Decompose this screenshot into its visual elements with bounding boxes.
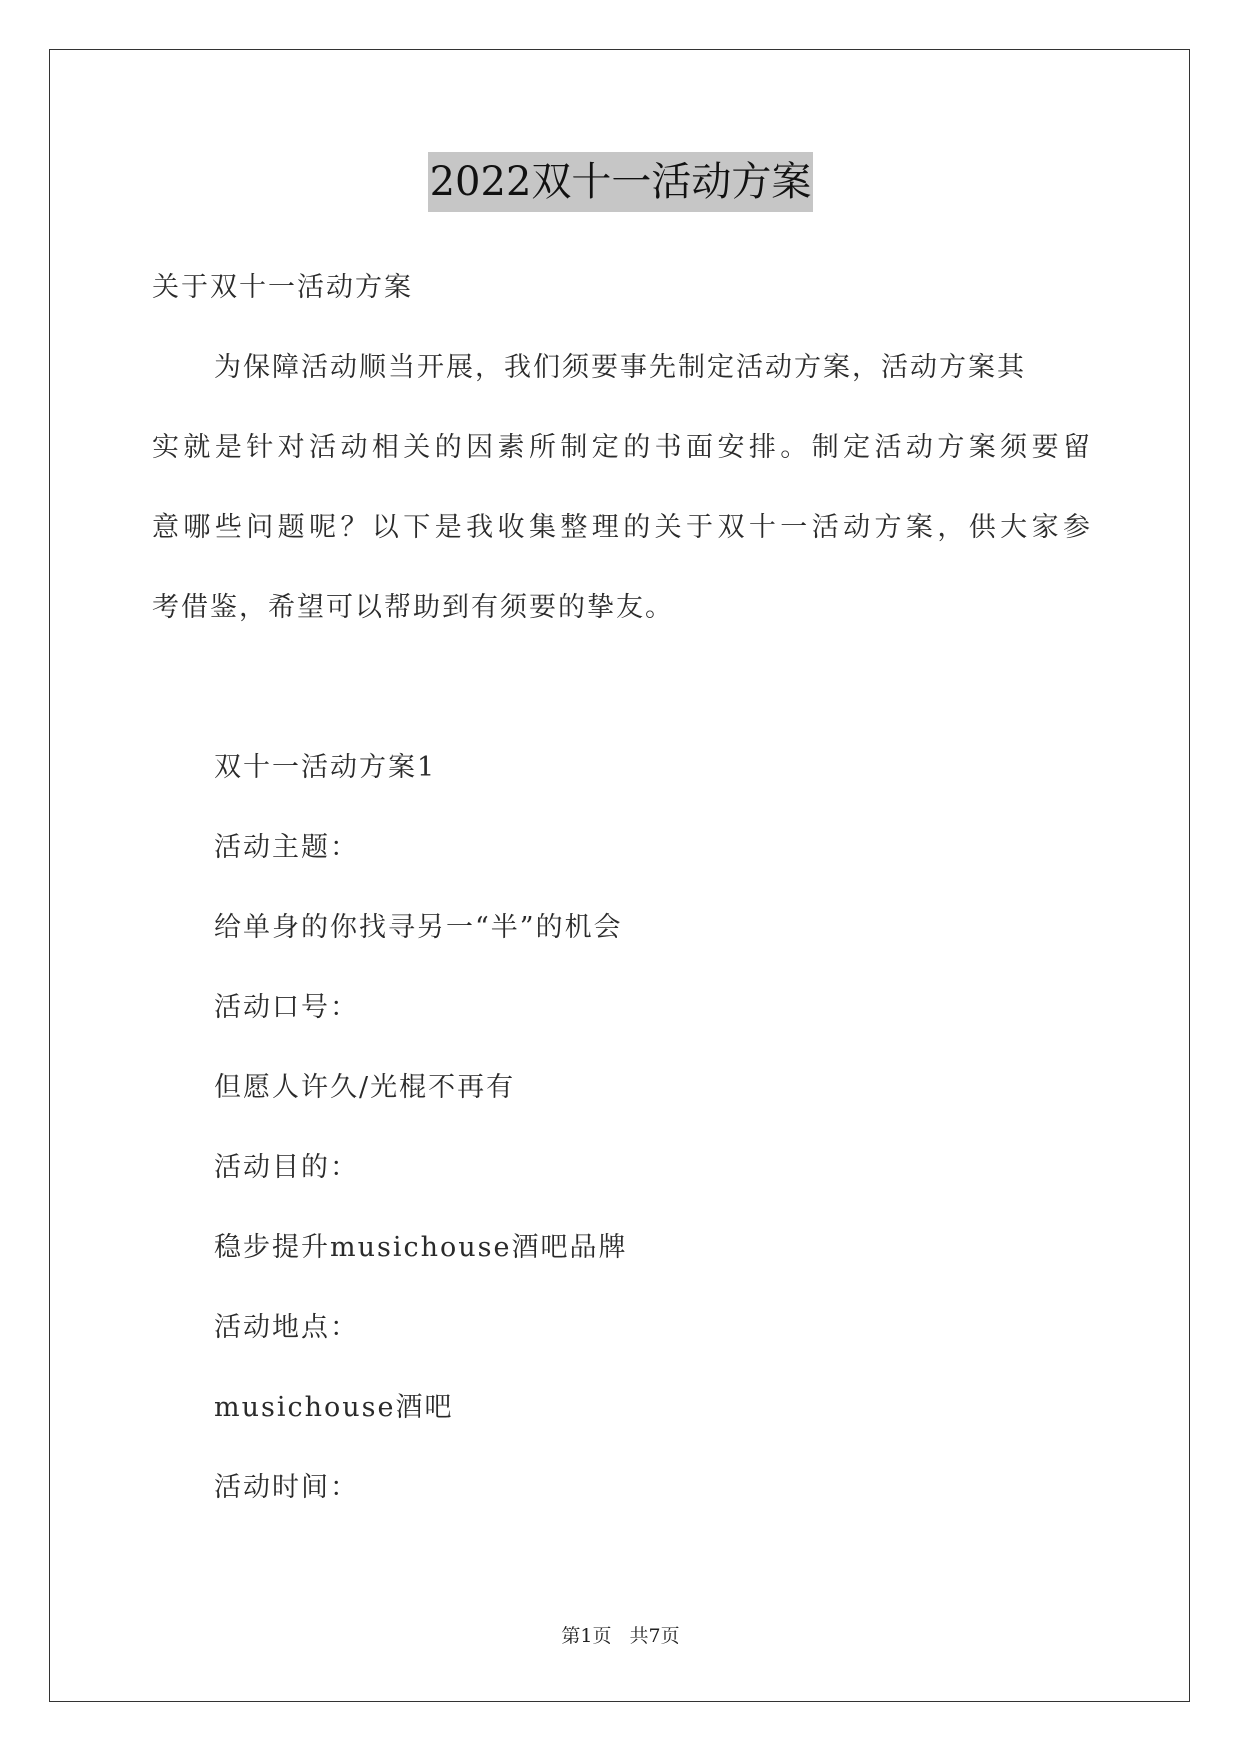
intro-line-2: 实就是针对活动相关的因素所制定的书面安排。制定活动方案须要留: [152, 432, 1090, 463]
item-theme-value: 给单身的你找寻另一“半”的机会: [214, 912, 623, 943]
page-footer: [0, 1622, 1241, 1650]
item-theme-label: 活动主题：: [214, 832, 359, 863]
intro-line-1: 为保障活动顺当开展，我们须要事先制定活动方案，活动方案其: [214, 352, 1026, 383]
intro-line-3: 意哪些问题呢？以下是我收集整理的关于双十一活动方案，供大家参: [152, 512, 1090, 543]
item-time-label: 活动时间：: [214, 1472, 359, 1503]
item-purpose-label: 活动目的：: [214, 1152, 359, 1183]
item-location-value: musichouse酒吧: [214, 1392, 454, 1423]
item-purpose-value: 稳步提升musichouse酒吧品牌: [214, 1232, 628, 1263]
item-location-label: 活动地点：: [214, 1312, 359, 1343]
page-number: 第1页: [561, 1625, 612, 1647]
document-title: 2022双十一活动方案: [428, 152, 814, 212]
page-total: 共7页: [629, 1625, 680, 1647]
item-slogan-label: 活动口号：: [214, 992, 359, 1023]
document-subtitle: 关于双十一活动方案: [152, 272, 413, 303]
intro-line-4: 考借鉴，希望可以帮助到有须要的挚友。: [152, 592, 674, 623]
title-container: [0, 152, 1241, 212]
section-heading: 双十一活动方案1: [214, 752, 437, 783]
item-slogan-value: 但愿人许久/光棍不再有: [214, 1072, 516, 1103]
